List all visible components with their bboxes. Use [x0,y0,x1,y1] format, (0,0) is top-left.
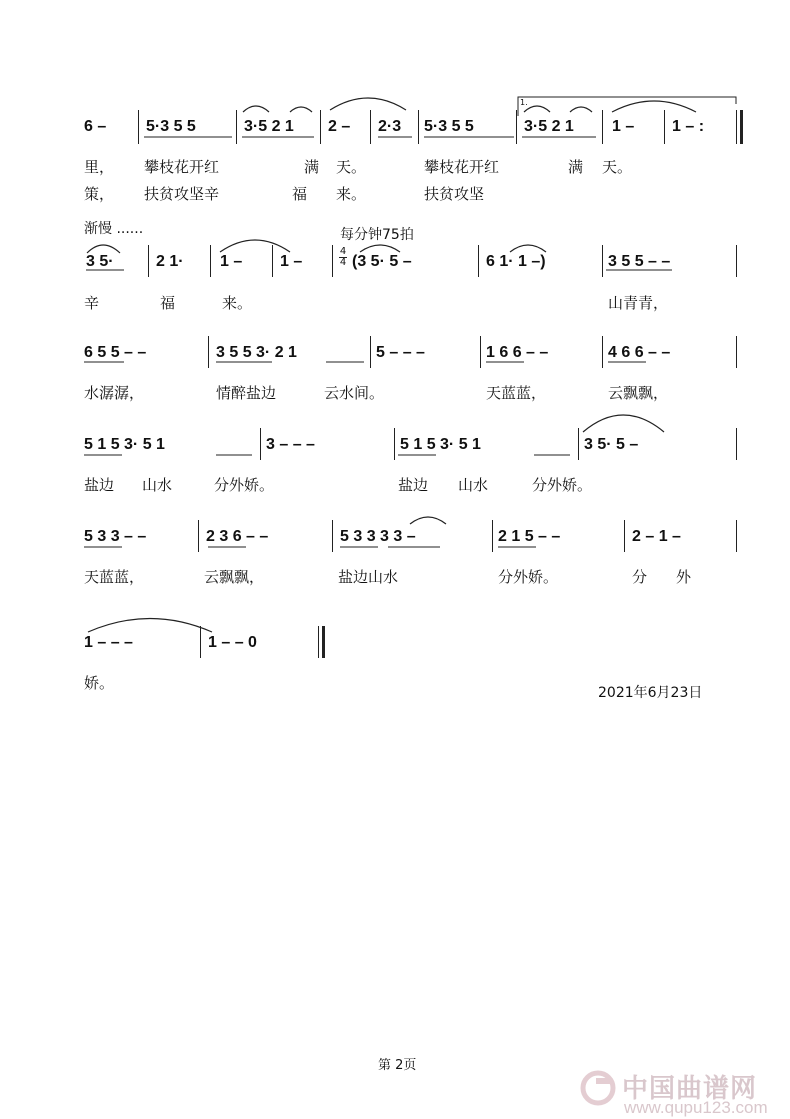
barline [478,245,479,277]
lyric: 云飘飘， [608,384,669,402]
notes-line-4-m3: 5 1 5 3· 5 1 [400,436,481,453]
notes-line-4-m4: 3 5· 5 – [584,436,639,453]
barline [394,428,395,460]
notes-line-5-m3: 5 3 3 3 3 – [340,528,416,545]
lyric: 来。 [222,294,253,312]
barline [736,245,737,277]
barline [320,110,321,144]
barline [624,520,625,552]
date-text: 2021年6月23日 [598,685,703,701]
barline [664,110,665,144]
lyric: 满 [304,158,320,176]
notes-line-3-m2: 3 5 5 3· 2 1 [216,344,297,361]
lyric: 辛 [84,294,100,312]
notes-line-5-m4: 2 1 5 – – [498,528,561,545]
notes-line-1-m8: 1 – [612,118,635,135]
notes-line-2-m1: 3 5· [86,253,114,270]
barline [272,245,273,277]
lyric: 盐边 [398,476,429,494]
lyric: 策， [84,185,115,203]
watermark-logo [580,1068,780,1117]
lyric: 攀枝花开红 [144,158,220,176]
barline [148,245,149,277]
barline [602,336,603,368]
lyric: 娇。 [84,674,115,692]
tempo-mark: 每分钟75拍 [340,227,414,243]
barline [332,520,333,552]
watermark-brand: 中国曲谱网 [622,1074,758,1104]
notes-line-3-m4: 1 6 6 – – [486,344,549,361]
lyric: 福 [160,294,176,312]
notes-line-2-m6: 6 1· 1 –) [486,253,546,270]
watermark-url: www.qupu123.com [624,1098,768,1117]
barline [736,428,737,460]
notes-line-2-m2: 2 1· [156,253,184,270]
barline [332,245,333,277]
barline [602,245,603,277]
barline [200,626,201,658]
first-ending-mark: 1. [520,98,528,107]
lyric: 天。 [336,158,367,176]
barline [210,245,211,277]
lyric: 云水间。 [324,384,385,402]
lyric: 分外娇。 [532,476,593,494]
notes-line-1-m9: 1 – : [672,118,705,135]
repeat-barline [740,110,743,144]
lyric: 来。 [336,185,367,203]
notes-line-1-m7: 3·5 2 1 [524,118,574,135]
lyric: 扶贫攻坚 [424,185,485,203]
barline [138,110,139,144]
notes-line-1-m1: 6 – [84,118,107,135]
barline [198,520,199,552]
lyric: 攀枝花开红 [424,158,500,176]
tempo-slowing-mark: 渐慢 ...... [84,221,144,237]
lyric: 山青青， [608,294,669,312]
lyric: 外 [676,568,692,586]
lyric: 山水 [142,476,173,494]
lyric: 水潺潺， [84,384,145,402]
barline [260,428,261,460]
notes-line-1-m4: 2 – [328,118,351,135]
lyric: 扶贫攻坚辛 [144,185,220,203]
notes-line-2-m7: 3 5 5 – – [608,253,671,270]
notes-line-2-m4: 1 – [280,253,303,270]
lyric: 满 [568,158,584,176]
final-barline-thin [318,626,319,658]
lyric: 情醉盐边 [216,384,277,402]
time-signature-bottom: 4 [339,257,347,268]
lyric: 天。 [602,158,633,176]
lyric: 山水 [458,476,489,494]
lyric: 福 [292,185,308,203]
barline [516,110,517,144]
barline [370,110,371,144]
notes-line-2-m5: (3 5· 5 – [352,253,412,270]
barline [578,428,579,460]
barline [736,520,737,552]
lyric: 天蓝蓝， [486,384,547,402]
notes-line-4-m2: 3 – – – [266,436,315,453]
notes-line-4-m1: 5 1 5 3· 5 1 [84,436,165,453]
barline [370,336,371,368]
time-signature-top: 4 [339,246,347,257]
lyric: 分外娇。 [498,568,559,586]
notes-line-5-m5: 2 – 1 – [632,528,681,545]
notes-line-1-m5: 2·3 [378,118,402,135]
lyric: 云飘飘， [204,568,265,586]
notes-line-6-m1: 1 – – – [84,634,133,651]
notes-line-2-m3: 1 – [220,253,243,270]
notes-line-3-m3: 5 – – – [376,344,425,361]
lyric: 分外娇。 [214,476,275,494]
logo-icon [580,1070,616,1106]
lyric: 里， [84,158,115,176]
notes-line-1-m2: 5·3 5 5 [146,118,196,135]
notes-line-1-m6: 5·3 5 5 [424,118,474,135]
barline [480,336,481,368]
notes-line-3-m1: 6 5 5 – – [84,344,147,361]
notes-line-1-m3: 3·5 2 1 [244,118,294,135]
barline [418,110,419,144]
page-number: 第 2页 [378,1058,417,1073]
lyric: 分 [632,568,648,586]
barline [492,520,493,552]
lyric: 盐边 [84,476,115,494]
lyric: 盐边山水 [338,568,399,586]
barline [736,336,737,368]
barline [736,110,737,144]
final-barline-thick [322,626,325,658]
notes-line-5-m1: 5 3 3 – – [84,528,147,545]
barline [208,336,209,368]
lyric: 天蓝蓝， [84,568,145,586]
time-signature [339,247,347,268]
notes-line-5-m2: 2 3 6 – – [206,528,269,545]
barline [602,110,603,144]
notes-line-6-m2: 1 – – 0 [208,634,257,651]
barline [236,110,237,144]
notes-line-3-m5: 4 6 6 – – [608,344,671,361]
